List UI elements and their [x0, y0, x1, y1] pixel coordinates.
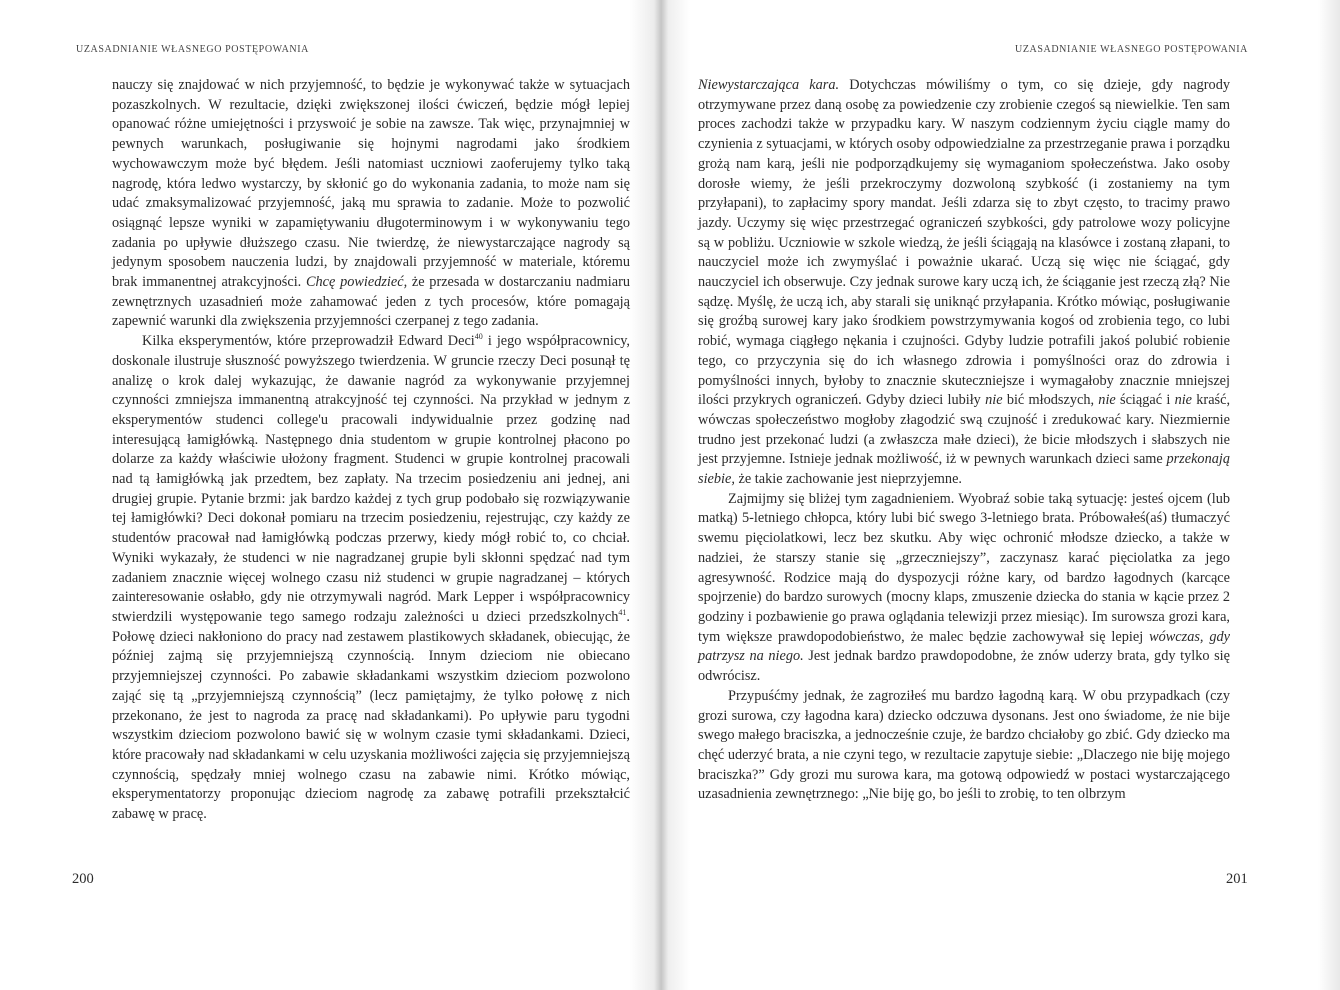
text-run: bić młodszych, — [1006, 392, 1095, 409]
section-heading: Niewystarczająca kara. — [698, 77, 840, 93]
paragraph — [112, 76, 630, 332]
emphasis-text: przekonają siebie, — [698, 451, 1230, 488]
paragraph — [698, 687, 1230, 805]
text-run: że takie zachowanie jest nieprzyjemne. — [738, 471, 962, 488]
emphasis-text: nie — [1174, 392, 1193, 409]
text-run: ściągać i — [1120, 392, 1171, 409]
text-run: Przypuśćmy jednak, że zagroziłeś mu bardzo łagodną karą. W obu przypadkach (czy grozi surowa, czy łagodna kara) dziecko odczuwa dysonans. Jest ono świadome, że nie bije swego małego braciszka, a jednocześnie czuje, że bardzo chciałoby go zbić. Gdy dziecko ma chęć uderzyć brata, a nie czyni tego, w rezultacie zapytuje siebie: „Dlaczego nie biję mojego braciszka?” Gdy grozi mu surowa kara, ma gotową odpowiedź w postaci wystarczającego uzasadnienia zewnętrznego: „Nie biję go, bo jeśli to zrobię, to ten olbrzym — [698, 687, 1230, 803]
book-gutter-shadow — [630, 0, 690, 990]
body-text — [698, 76, 1230, 805]
emphasis-text: nie — [985, 392, 1003, 409]
text-run: Jest jednak bardzo prawdopodobne, że znów uderzy brata, gdy tylko się odwrócisz. — [698, 648, 1230, 685]
paragraph — [698, 76, 1230, 490]
emphasis-text: wówczas, gdy patrzysz na niego. — [698, 628, 1231, 665]
text-run: i jego współpracownicy, doskonale ilustruje słuszność powyższego twierdzenia. W gruncie rzeczy Deci posunął tę analizę o krok dalej wykazując, że dawanie nagród za wykonywanie przyjemnej czynności zmniejsza immanentną atrakcyjność tej czynności. Na przykład w jednym z eksperymentów studenci college'u pracowali indywidualnie przez godzinę nad interesującą łamigłówką. Następnego dnia studentom w grupie kontrolnej płacono po dolarze za każdy właściwie ułożony fragment. Studenci w grupie kontrolnej pracowali nad tą łamigłówką jak przedtem, bez zapłaty. Na trzecim posiedzeniu ani jednej, ani drugiej grupie. Pytanie brzmi: jak bardzo każdej z tych grup podobało się rozwiązywanie tej łamigłówki? Deci dokonał pomiaru na trzecim posiedzeniu, rejestrując, czy każdy ze studentów pracował nad łamigłówką podczas przerwy, kiedy mógł robić to, co chciał. Wyniki wykazały, że studenci w nie nagradzanej grupie byli skłonni spędzać nad tym zadaniem znacznie więcej wolnego czasu niż studenci w grupie nagradzanej – których zainteresowanie osłabło, gdy nie otrzymywali nagród. Mark Lepper i współpracownicy stwierdzili występowanie tego samego rodzaju zależności u dzieci przedszkolnych — [112, 333, 630, 625]
footnote-ref: 40 — [474, 332, 483, 342]
text-run: Kilka eksperymentów, które przeprowadził Edward Deci — [142, 333, 475, 350]
text-run: że przesada w dostarczaniu nadmiaru zewnętrznych uzasadnień może zahamować jeden z tych procesów, które pomagają zapewnić warunki dla zwiększenia przyjemności czerpanej z tego zadania. — [112, 274, 630, 330]
text-run: nauczy się znajdować w nich przyjemność, to będzie je wykonywać także w sytuacjach pozaszkolnych. W rezultacie, dzięki zwiększonej ilości ćwiczeń, będzie mógł lepiej opanować różne umiejętności i przyswoić je sobie na zawsze. Tak więc, przynajmniej w pewnych warunkach, posługiwanie się hojnymi nagrodami jako środkiem wychowawczym może być błędem. Jeśli natomiast uczniowi zaoferujemy tylko taką nagrodę, która ledwo wystarczy, by skłonić go do wykonania zadania, to może nam się udać zmaksymalizować przyjemność, jaką mu sprawia to zadanie. Może to pozwolić osiągnąć lepsze wyniki w zapamiętywaniu długoterminowym i w wykonywaniu tego zadania po upływie dłuższego czasu. Nie twierdzę, że niewystarczające nagrody są jedynym sposobem nauczenia ludzi, by znajdowali przyjemność w materiale, któremu brak immanentnej atrakcyjności. — [112, 77, 630, 291]
running-head: UZASADNIANIE WŁASNEGO POSTĘPOWANIA — [76, 44, 309, 55]
text-run: kraść, wówczas społeczeństwo mogłoby złagodzić swą czujność i zredukować kary. Niezmiernie trudno jest przekonać ludzi (a zwłaszcza małe dzieci), że bicie młodszych i słabszych nie jest przyjemne. Istnieje jednak możliwość, iż w pewnych warunkach dzieci same — [698, 392, 1231, 468]
footnote-ref: 41 — [618, 608, 627, 618]
left-page — [0, 0, 660, 990]
text-run: Dotychczas mówiliśmy o tym, co się dzieje, gdy nagrody otrzymywane przez daną osobę za powiedzenie czy zrobienie czegoś są niewielkie. Ten sam proces zachodzi także w przypadku kary. W naszym codziennym życiu ciągle mamy do czynienia z sytuacjami, w których osoby odpowiedzialne za przestrzeganie prawa i porządku grożą nam karą, jeśli nie podporządkujemy się wymaganiom społeczeństwa. Jako osoby dorosłe wiemy, że jeśli przekroczymy dozwoloną szybkość (i zostaniemy na tym przyłapani), to zapłacimy spory mandat. Jeśli zdarza się to zbyt często, to tracimy prawo jazdy. Uczymy się więc przestrzegać ograniczeń szybkości, gdy patrolowe wozy policyjne są w pobliżu. Uczniowie w szkole wiedzą, że jeśli ściągają na klasówce i zostaną złapani, to nauczyciel może ich zwymyślać i poważnie ukarać. Uczą się więc nie ściągać, gdy nauczyciel ich obserwuje. Czy jednak surowe kary uczą ich, że ściąganie jest rzeczą złą? Nie sądzę. Myślę, że uczą ich, aby starali się uniknąć przyłapania. Krótko mówiąc, posługiwanie się groźbą surowej kary jako środkiem powstrzymywania kogoś od zrobienia tego, co lubi robić, wymaga ciągłego nękania i czujności. Gdyby ludzie potrafili jakoś polubić robienie tego, co przyczynia się do ich własnego zdrowia i pomyślności oraz do zdrowia i pomyślności innych, byłoby to znacznie skuteczniejsze i wymagałoby znacznie mniejszej ilości przykrych ograniczeń. Gdyby dzieci lubiły — [698, 77, 1230, 409]
paragraph — [112, 332, 630, 825]
page-number: 200 — [72, 871, 94, 887]
page-edge-shadow — [1318, 0, 1340, 990]
page-number: 201 — [1226, 871, 1248, 887]
paragraph — [698, 490, 1230, 687]
body-text — [112, 76, 630, 825]
emphasis-text: nie — [1098, 392, 1116, 409]
text-run: Zajmijmy się bliżej tym zagadnieniem. Wyobraź sobie taką sytuację: jesteś ojcem (lub matką) 5-letniego chłopca, który lubi bić swego 3-letniego brata. Próbowałeś(aś) tłumaczyć swemu pięciolatkowi, lecz bez skutku. Aby więc ochronić młodsze dziecko, a także w nadziei, że starszy stanie się „grzeczniejszy”, zaczynasz karać pięciolatka za jego agresywność. Rodzice mają do dyspozycji różne kary, od bardzo łagodnych (karcące spojrzenie) do bardzo surowych (mocny klaps, zmuszenie dziecka do stania w kącie przez 2 godziny i pozbawienie go prawa oglądania telewizji przez miesiąc). Im surowsza grozi kara, tym większe prawdopodobieństwo, że malec będzie zachowywał się lepiej — [698, 490, 1230, 645]
right-page — [660, 0, 1340, 990]
text-run: . Połowę dzieci nakłoniono do pracy nad zestawem plastikowych składanek, obiecując, że później zajmą się przyjemniejszą czynnością. Innym dzieciom nie obiecano przyjemniejszej czynności. Po zabawie składankami wszystkim dzieciom pozwolono zająć się tą „przyjemniejszą czynnością” (lecz pamiętajmy, że tylko połowę z nich przekonano, że jest to nagroda za pracę nad składankami). Po upływie paru tygodni wszystkim dzieciom pozwolono bawić się w wolnym czasie tymi składankami. Dzieci, które pracowały nad składankami w celu uzyskania możliwości zajęcia się przyjemniejszą czynnością, spędzały mniej wolnego czasu na zabawie nimi. Krótko mówiąc, eksperymentatorzy proponując dzieciom nagrodę za zabawę potrafili przekształcić zabawę w pracę. — [112, 608, 630, 823]
emphasis-text: Chcę powiedzieć, — [305, 274, 408, 291]
running-head: UZASADNIANIE WŁASNEGO POSTĘPOWANIA — [1015, 44, 1248, 55]
